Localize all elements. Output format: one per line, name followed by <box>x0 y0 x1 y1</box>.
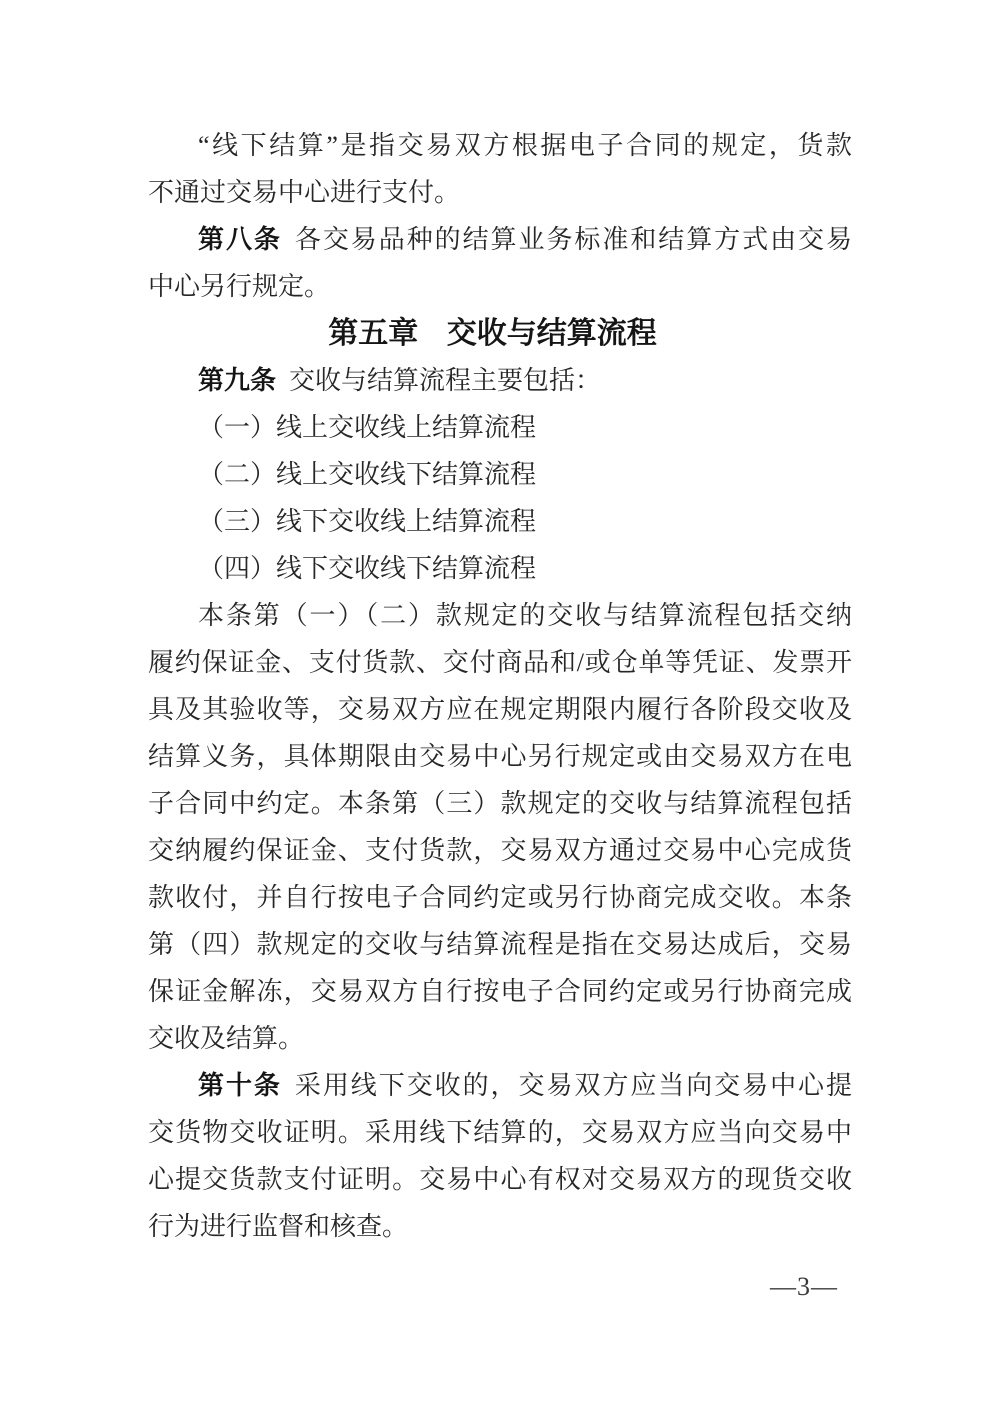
text-line <box>148 451 852 498</box>
text-segment: 子合同中约定。本条第（三）款规定的交收与结算流程包括 <box>148 789 852 818</box>
text-line <box>148 545 852 592</box>
page-number: —3— <box>770 1272 838 1301</box>
text-line <box>148 1109 852 1156</box>
bold-term: 交收与结算流程 <box>446 317 657 350</box>
text-line <box>148 1203 852 1250</box>
text-line <box>148 1156 852 1203</box>
text-segment: 款收付，并自行按电子合同约定或另行协商完成交收。本条 <box>148 883 852 912</box>
text-segment: 交收及结算。 <box>148 1024 305 1053</box>
text-segment: 履约保证金、支付货款、交付商品和/或仓单等凭证、发票开 <box>148 648 852 677</box>
document-body <box>148 122 852 1250</box>
text-segment: 心提交货款支付证明。交易中心有权对交易双方的现货交收 <box>148 1165 852 1194</box>
text-line <box>148 733 852 780</box>
text-line <box>148 169 852 216</box>
text-line <box>148 639 852 686</box>
text-segment: 保证金解冻，交易双方自行按电子合同约定或另行协商完成 <box>148 977 852 1006</box>
bold-term: 第八条 <box>198 224 282 254</box>
text-line <box>148 780 852 827</box>
text-line <box>148 827 852 874</box>
text-line <box>148 216 852 263</box>
text-segment: 第（四）款规定的交收与结算流程是指在交易达成后，交易 <box>148 930 852 959</box>
text-segment: 行为进行监督和核查。 <box>148 1212 409 1241</box>
text-segment: （二）线上交收线下结算流程 <box>198 460 537 489</box>
text-segment: （三）线下交收线上结算流程 <box>198 507 537 536</box>
text-segment: “线下结算”是指交易双方根据电子合同的规定，货款 <box>198 131 852 160</box>
bold-term: 第十条 <box>198 1070 282 1100</box>
text-line <box>148 968 852 1015</box>
text-line <box>148 404 852 451</box>
text-segment: 各交易品种的结算业务标准和结算方式由交易 <box>294 225 852 254</box>
text-segment: （一）线上交收线上结算流程 <box>198 413 537 442</box>
text-line <box>148 686 852 733</box>
text-line <box>148 1015 852 1062</box>
text-line <box>148 498 852 545</box>
text-line <box>148 263 852 310</box>
text-segment: 具及其验收等，交易双方应在规定期限内履行各阶段交收及 <box>148 695 852 724</box>
text-segment: （四）线下交收线下结算流程 <box>198 554 537 583</box>
document-page <box>148 122 852 1250</box>
text-line <box>148 921 852 968</box>
text-segment: 交收与结算流程主要包括： <box>289 366 602 395</box>
text-line <box>148 122 852 169</box>
text-segment: 本条第（一）（二）款规定的交收与结算流程包括交纳 <box>198 601 852 630</box>
text-segment: 结算义务，具体期限由交易中心另行规定或由交易双方在电 <box>148 742 852 771</box>
text-line <box>148 357 852 404</box>
text-line <box>148 874 852 921</box>
text-segment: 交纳履约保证金、支付货款，交易双方通过交易中心完成货 <box>148 836 852 865</box>
bold-term: 第九条 <box>198 365 277 395</box>
text-segment: 中心另行规定。 <box>148 272 331 301</box>
text-segment: 采用线下交收的，交易双方应当向交易中心提 <box>294 1071 852 1100</box>
text-segment: 不通过交易中心进行支付。 <box>148 178 461 207</box>
text-segment: 交货物交收证明。采用线下结算的，交易双方应当向交易中 <box>148 1118 852 1147</box>
bold-term: 第五章 <box>328 317 419 350</box>
text-line <box>148 1062 852 1109</box>
chapter-heading <box>148 310 852 357</box>
text-line <box>148 592 852 639</box>
